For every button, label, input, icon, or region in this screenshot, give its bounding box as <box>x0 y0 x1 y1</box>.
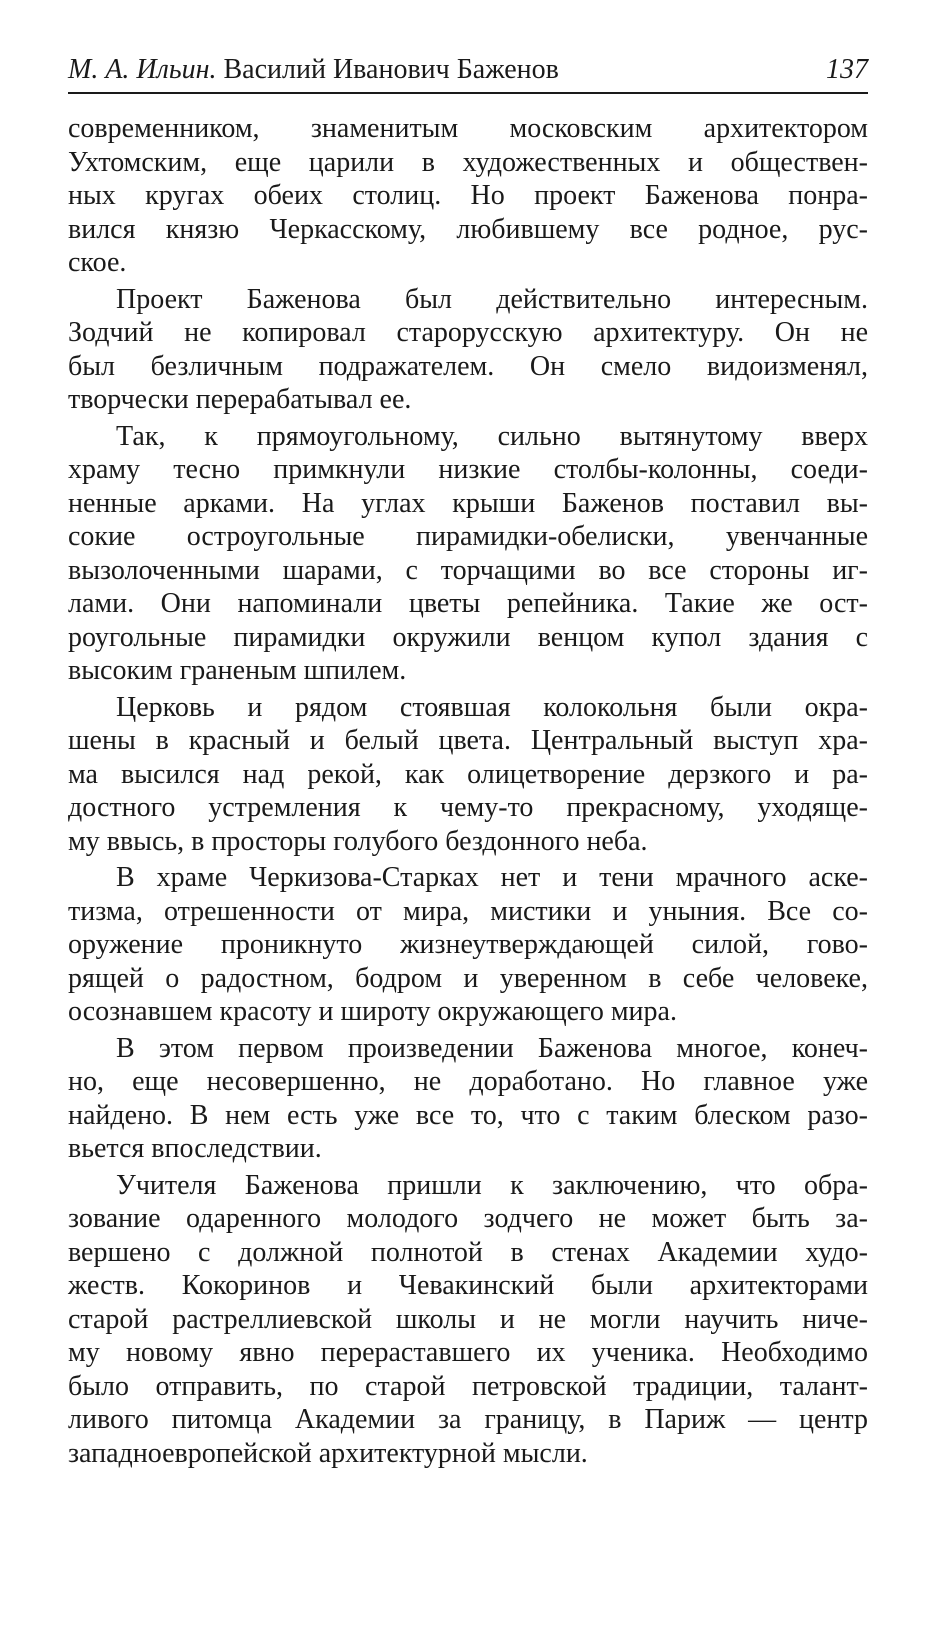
text-line: вершено с должной полнотой в стенах Академии худо- <box>68 1236 868 1268</box>
text-line: оружение проникнуто жизнеутверждающей силой, гово- <box>68 929 868 960</box>
text-line: но, еще несовершенно, не доработано. Но главное уже <box>68 1066 868 1097</box>
paragraph <box>68 283 868 417</box>
paragraph <box>68 1169 868 1471</box>
text-line: лами. Они напоминали цветы репейника. Такие же ост- <box>68 588 868 619</box>
text-line: Зодчий не копировал старорусскую архитектуру. Он не <box>68 317 868 348</box>
text-line: храму тесно примкнули низкие столбы-колонны, соеди- <box>68 454 868 485</box>
text-line: жеств. Кокоринов и Чевакинский были архитекторами <box>68 1270 868 1301</box>
paragraph <box>68 112 868 280</box>
text-line: ных кругах обеих столиц. Но проект Баженова понра- <box>68 180 868 211</box>
text-line: В храме Черкизова-Старках нет и тени мрачного аске- <box>116 862 868 893</box>
body-text <box>68 112 868 1470</box>
text-line: вызолоченными шарами, с торчащими во все стороны иг- <box>68 554 868 586</box>
paragraph <box>68 691 868 859</box>
text-line: западноевропейской архитектурной мысли. <box>68 1437 588 1469</box>
text-line: Учителя Баженова пришли к заключению, что обра- <box>116 1169 868 1201</box>
paragraph <box>68 1032 868 1166</box>
text-line: му ввысь, в просторы голубого бездонного неба. <box>68 825 648 857</box>
text-line: современником, знаменитым московским архитектором <box>68 113 868 144</box>
text-line: старой растреллиевской школы и не могли научить ниче- <box>68 1303 868 1335</box>
page-number: 137 <box>826 54 868 85</box>
text-line: Проект Баженова был действительно интересным. <box>116 283 868 315</box>
text-line: В этом первом произведении Баженова многое, конеч- <box>116 1032 868 1064</box>
header-author: М. А. Ильин. <box>68 54 217 85</box>
text-line: вьется впоследствии. <box>68 1133 322 1164</box>
text-line: сокие остроугольные пирамидки-обелиски, увенчанные <box>68 521 868 552</box>
text-line: Церковь и рядом стоявшая колокольня были окра- <box>116 691 868 723</box>
text-line: творчески перерабатывал ее. <box>68 384 412 415</box>
running-header <box>68 52 868 94</box>
text-line: вился князю Черкасскому, любившему все родное, рус- <box>68 213 868 245</box>
text-line: рящей о радостном, бодром и уверенном в себе человеке, <box>68 962 868 994</box>
text-line: му новому явно перераставшего их ученика. Необходимо <box>68 1337 868 1368</box>
header-title: Василий Иванович Баженов <box>223 54 559 85</box>
text-line: найдено. В нем есть уже все то, что с таким блеском разо- <box>68 1099 868 1131</box>
text-line: тизма, отрешенности от мира, мистики и уныния. Все со- <box>68 895 868 927</box>
text-line: ливого питомца Академии за границу, в Париж — центр <box>68 1404 868 1435</box>
text-line: зование одаренного молодого зодчего не может быть за- <box>68 1203 868 1234</box>
text-line: роугольные пирамидки окружили венцом купол здания с <box>68 621 868 653</box>
text-line: шены в красный и белый цвета. Центральный выступ хра- <box>68 725 868 756</box>
text-line: осознавшем красоту и широту окружающего мира. <box>68 996 677 1027</box>
text-line: ское. <box>68 247 127 278</box>
text-line: ма высился над рекой, как олицетворение дерзкого и ра- <box>68 758 868 790</box>
text-line: Так, к прямоугольному, сильно вытянутому вверх <box>116 420 868 452</box>
text-line: высоким граненым шпилем. <box>68 655 407 686</box>
paragraph <box>68 861 868 1029</box>
text-line: ненные арками. На углах крыши Баженов поставил вы- <box>68 487 868 519</box>
text-line: Ухтомским, еще царили в художественных и обществен- <box>68 146 868 178</box>
text-line: было отправить, по старой петровской традиции, талант- <box>68 1370 868 1402</box>
text-line: был безличным подражателем. Он смело видоизменял, <box>68 350 868 382</box>
text-line: достного устремления к чему-то прекрасному, уходяще- <box>68 792 868 823</box>
paragraph <box>68 420 868 688</box>
